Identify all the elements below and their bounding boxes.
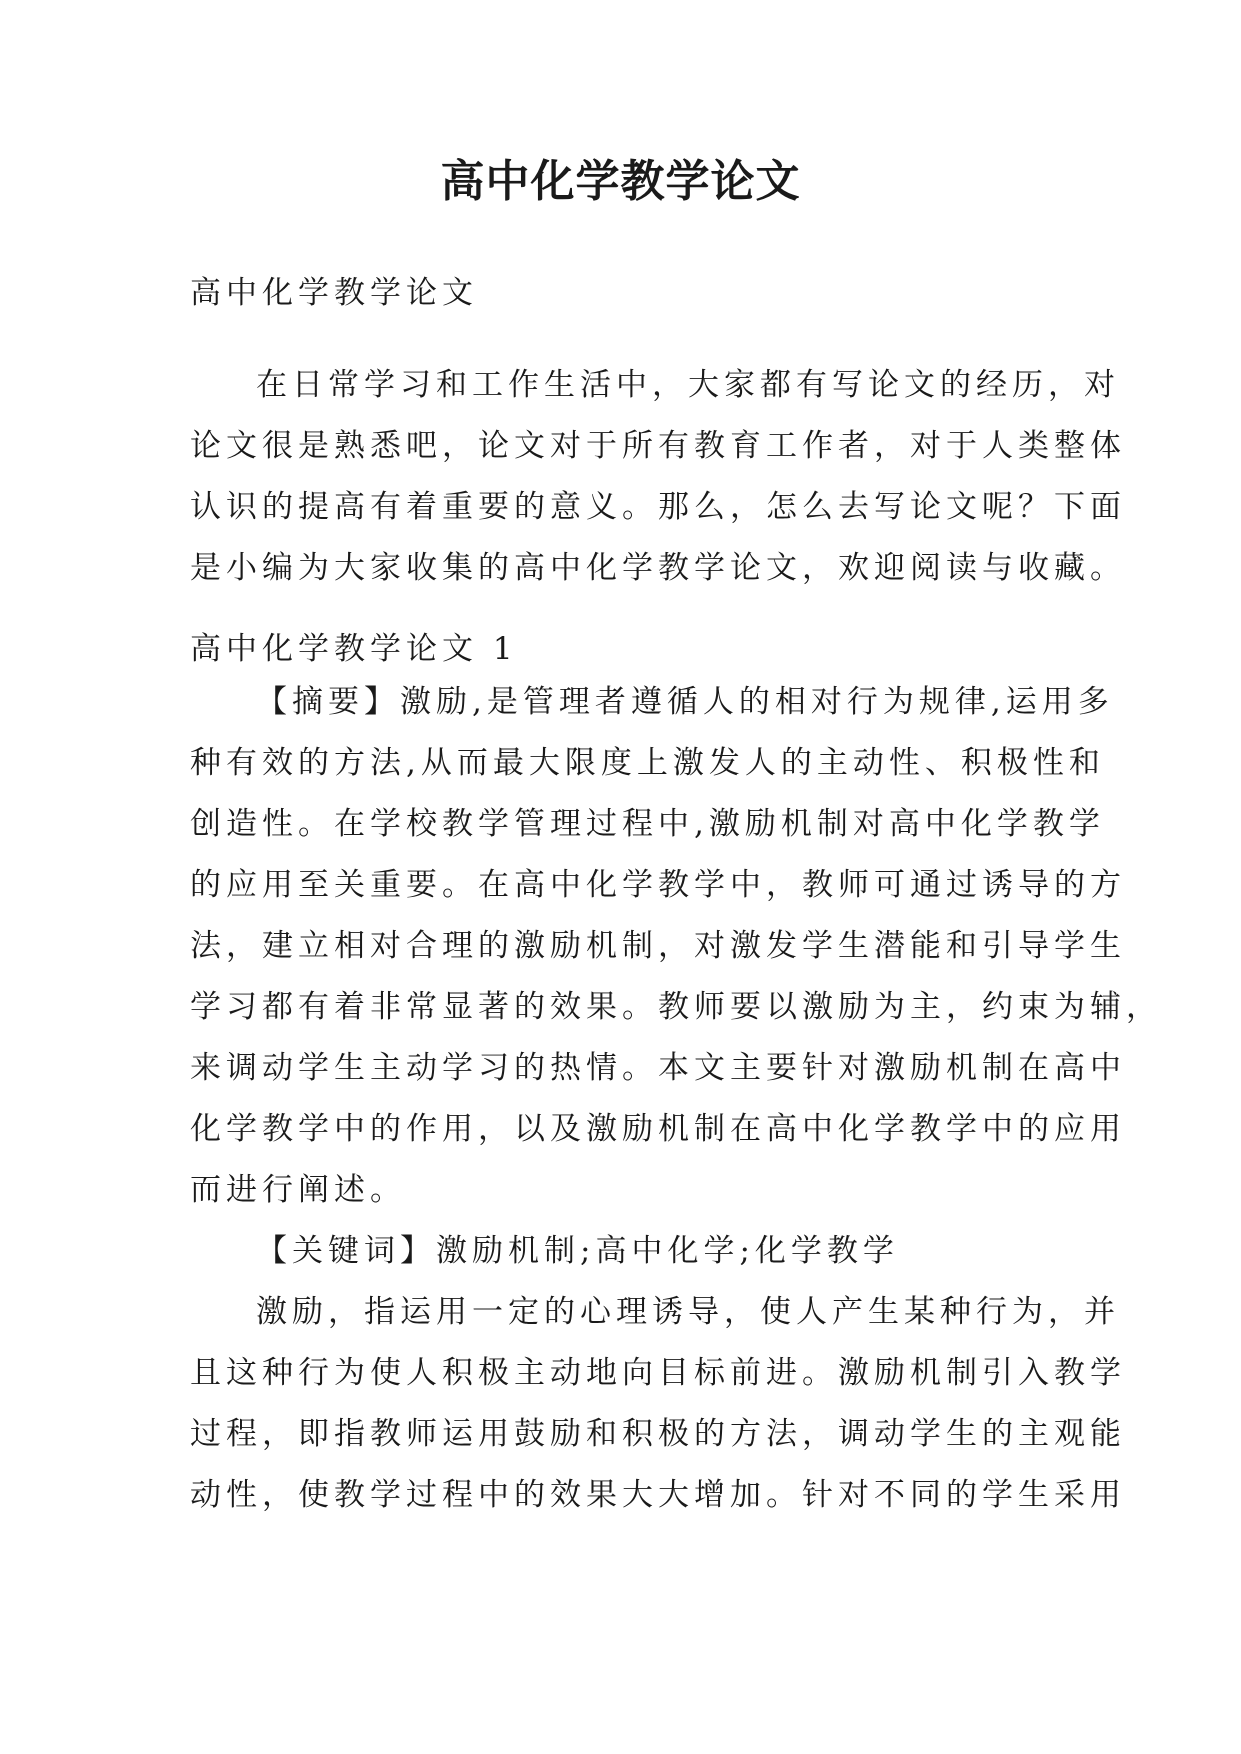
document-subtitle xyxy=(190,263,1050,324)
abstract-line: 而进行阐述。 xyxy=(190,1172,406,1208)
intro-line: 是小编为大家收集的高中化学教学论文，欢迎阅读与收藏。 xyxy=(190,550,1126,586)
body-line: 且这种行为使人积极主动地向目标前进。激励机制引入教学 xyxy=(190,1355,1126,1391)
abstract-line: 【摘要】激励,是管理者遵循人的相对行为规律,运用多 xyxy=(256,684,1114,720)
intro-line: 认识的提高有着重要的意义。那么，怎么去写论文呢？下面 xyxy=(190,489,1126,525)
body-line: 激励，指运用一定的心理诱导，使人产生某种行为，并 xyxy=(256,1294,1120,1330)
section-heading-line: 高中化学教学论文 1 xyxy=(190,631,518,667)
subtitle-line: 高中化学教学论文 xyxy=(190,275,478,311)
body-line: 过程，即指教师运用鼓励和积极的方法，调动学生的主观能 xyxy=(190,1416,1126,1452)
abstract-line: 种有效的方法,从而最大限度上激发人的主动性、积极性和 xyxy=(190,745,1105,781)
intro-line: 在日常学习和工作生活中，大家都有写论文的经历，对 xyxy=(256,367,1120,403)
document-title: 高中化学教学论文 xyxy=(440,156,801,207)
abstract-line: 法，建立相对合理的激励机制，对激发学生潜能和引导学生 xyxy=(190,928,1126,964)
abstract-line: 的应用至关重要。在高中化学教学中，教师可通过诱导的方 xyxy=(190,867,1126,903)
abstract-paragraph xyxy=(190,672,1162,1526)
abstract-line: 创造性。在学校教学管理过程中,激励机制对高中化学教学 xyxy=(190,806,1105,842)
abstract-line: 学习都有着非常显著的效果。教师要以激励为主，约束为辅， xyxy=(190,989,1162,1025)
intro-line: 论文很是熟悉吧，论文对于所有教育工作者，对于人类整体 xyxy=(190,428,1126,464)
body-line: 动性，使教学过程中的效果大大增加。针对不同的学生采用 xyxy=(190,1477,1126,1513)
intro-paragraph xyxy=(190,355,1126,599)
abstract-line: 化学教学中的作用，以及激励机制在高中化学教学中的应用 xyxy=(190,1111,1126,1147)
keywords-line: 【关键词】激励机制;高中化学;化学教学 xyxy=(256,1233,899,1269)
section-heading xyxy=(190,619,1050,680)
abstract-line: 来调动学生主动学习的热情。本文主要针对激励机制在高中 xyxy=(190,1050,1126,1086)
